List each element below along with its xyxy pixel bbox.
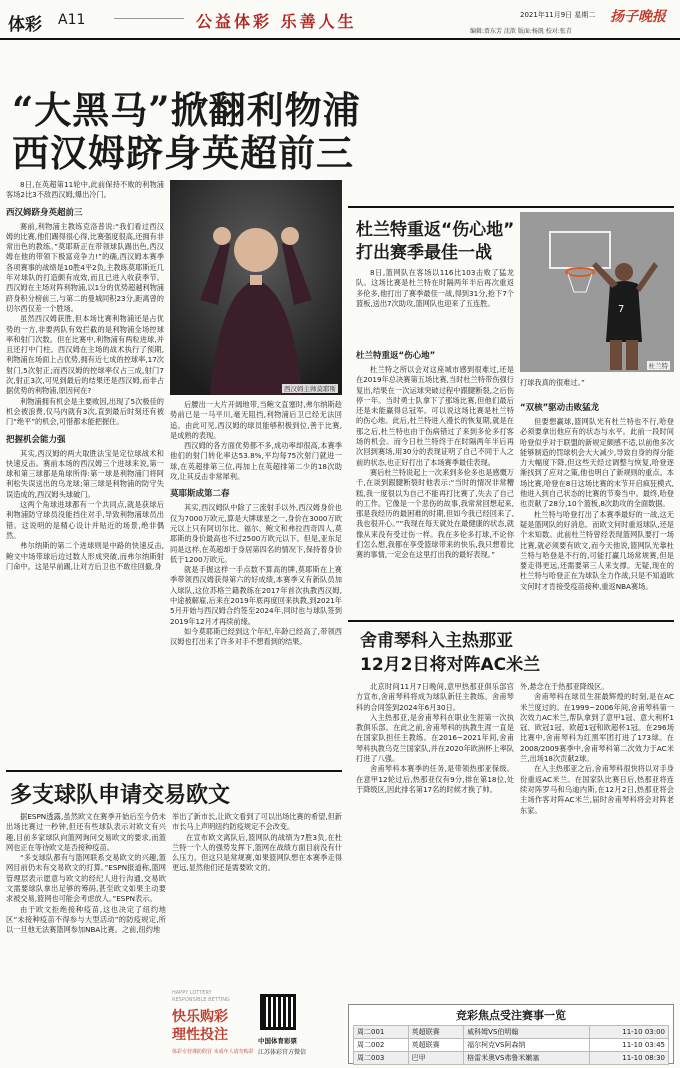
lead-paragraph: 西汉姆的各方面优势都不多,成功率却很高,本赛季他们的射门转化率达53.8%,平均每75次射门就进一球,在英超排第三位,再加上在英超排第二少的18次助攻,让其反击非常犀利。 [170,441,342,482]
schedule-time: 11-10 03:00 [589,1026,668,1039]
table-row [354,1052,669,1065]
lead-paragraph: 利物浦拥有机会是主要败因,出现了5次极佳的机会被浪费,仅马内就有3次,直到最后时刻还有被门“绝平”的机会,可惜都未能把握住。 [6,396,164,427]
durant-intro: 8日,篮网队在客场以116比103击败了猛龙队。这场比赛是杜兰特在时隔两年半后再次重返多伦多,他打出了赛季最佳一战,得到31分,抢下7个篮板,送出7次助攻,篮网队也迎来了五连胜。 [356,268,514,308]
ramsey-paragraph: 北京时间11月7日晚间,意甲热那亚俱乐部官方宣布,舍甫琴科将成为球队新任主教练。舍甫琴科的合同签到2024年6月30日。 [356,682,514,712]
lead-paragraph: 弗尔纳斯的第二个进球则是中路的快速反击,鲍文中场带球后边过数人形成突破,而弗尔纳斯射门命中。这是早前踢,让对方后卫也不敢往回撤,身 [6,541,164,571]
trade-paragraph: 由于欧文拒绝接种疫苗,这也决定了纽约地区“未接种疫苗不得参与大型活动”的防疫规定,所以一旦他无法赛篮网参加NBA比赛。之前,纽约地 [6,904,166,935]
schedule-id: 周二001 [354,1026,409,1039]
lead-column-2 [170,400,342,740]
trade-column-2 [172,812,342,902]
durant-paragraph: 赛后杜兰特说起上一次来到多伦多也是感慨万千,在谈到跟腱断裂时他表示:“当时的情况非常糟糕,我一度很以为自己不能再打比赛了,失去了自己的工作。它像是一个悲伤的故事,我常常回想起来,那是我经历的最困难的时期,但如今我已经回来了,我也很开心。”“我现在每天就处在最健康的状态,就像从来没有受过伤一样。我在多伦多打球,不论你们怎么想,我都在享受篮球带来的快乐,我只想着比赛的事情,一定会在这里打出我的最好表现。” [356,467,514,560]
durant-photo-caption: 杜兰特 [648,362,668,370]
ramsey-paragraph: 舍甫琴科本赛季的任务,是带领热那亚保级。在意甲12轮过后,热那亚仅有9分,排在第18位,处于降级区,因此排名第17名的时候才换了帅。 [356,764,514,794]
schedule-match: 格雷米奥VS弗鲁米嫩塞 [464,1052,590,1065]
paper-logo: 扬子晚报 [610,9,666,25]
lead-subhead-2: 把握机会能力强 [6,434,66,445]
trade-paragraph: “多支球队都有与篮网联系交易欧文的兴趣,篮网目前仍未有交易欧文的打算。”ESPN报道称,篮网管理层表示愿意与欧文的经纪人进行沟通,交易欧文需要球队拿出足够的筹码,甚至欧文如果主动要求被交易,篮网也可能会考虑放人。”ESPN表示。 [6,853,166,904]
durant-column-1 [356,350,514,608]
schedule-league: 英超联赛 [408,1039,464,1052]
trade-rule [6,770,342,772]
durant-photo [520,212,674,372]
schedule-title: 竞彩焦点受注赛事一览 [456,1009,566,1022]
lead-subhead-3: 莫耶斯成第二春 [170,489,230,500]
durant-column-2 [520,396,674,608]
schedule-id: 周二003 [354,1052,409,1065]
header-date: 2021年11月9日 星期二 [520,11,596,19]
lead-paragraph: 其实,西汉姆队中除了三流射手以外,西汉姆身价也仅为7000万欧元,算是大牌球星之一,身价在3000万欧元以上只有阿切尔比、福尔、鲍文和弗拉西奇四人,莫耶斯的身价最高也不过2500万欧元以下。但是,亚东足同是这样,在英超却于身居第四名的情况下,保持着身价低于1200万欧元。 [170,503,342,564]
schedule-league: 巴甲 [408,1052,464,1065]
schedule-match: 福尔柯克VS阿森纳 [464,1039,590,1052]
schedule-box [348,1004,674,1064]
moyes-photo-caption: 西汉姆主帅莫耶斯 [284,385,336,393]
schedule-time: 11-10 03:45 [589,1039,668,1052]
header-slogan: 公益体彩 乐善人生 [196,12,357,31]
header-rule [0,38,680,40]
svg-text:7: 7 [618,304,625,315]
lead-paragraph: 后腰出一大片开阔地带,当鲍文直塞时,弗尔纳斯趁势前已是一马平川,毫无阻挡,利物浦后卫已经无法回追。由此可见,西汉姆的球员能够积极到位,善于比赛,是成熟的表现。 [170,400,342,440]
section-name: 体彩 [8,15,42,35]
page-header [0,0,680,40]
table-row [354,1039,669,1052]
lead-intro: 8日,在英超第11轮中,此前保持不败的利物浦客场2比3不敌西汉姆,爆出冷门。 [6,180,164,200]
page-number: A11 [58,12,86,28]
schedule-match: 威科姆VS伯明翰 [464,1026,590,1039]
lead-headline-line2: 西汉姆跻身英超前三 [12,131,354,175]
ramsey-rule [348,620,674,622]
ramsey-paragraph: 外,悬念在于热那亚降级区。 [520,682,609,691]
lead-column-1 [6,180,164,740]
qr-code [260,994,296,1030]
durant-illustration [520,212,674,372]
lead-headline-line1: “大黑马”掀翻利物浦 [12,88,361,132]
lead-subhead-1: 西汉姆跻身英超前三 [6,207,83,218]
moyes-photo [170,180,342,395]
durant-headline-line2: 打出赛季最佳一战 [356,243,492,263]
durant-paragraph: 杜兰特之所以会对这座城市感到很难过,还是在2019年总决赛第五场比赛,当时杜兰特带伤强行复出,结果在一次运球突破过程中跟腱断裂,之后伤停一年。当时勇士队拿下了那场比赛,但他们最后还是未能赢得总冠军。可以说这场比赛是杜兰特的伤心地。此后,杜兰特进入漫长的恢复期,就是在那之后,杜兰特也由于伤病错过了来到多伦多打客场的机会。而今日杜兰特终于在时隔两年半后再次回到赛场,用30分的表现证明了自己不同于人之前的状态,也正好打出了本场赛季最佳表现。 [356,365,514,467]
trade-paragraph: 在宣布欧文离队后,篮网队的战绩为7胜3负,在杜兰特一个人的强势发挥下,篮网在战绩方面目前没有什么压力。但这只是常规赛,如果篮网队想在本赛季走得更远,显然他们还是需要欧文的。 [172,832,342,873]
trade-headline: 多支球队申请交易欧文 [10,783,231,808]
lead-paragraph: 其实,西汉姆的两大取胜法宝是定位球战术和快速反击。赛前本场的西汉姆三个进球来说,第一球和第三球都是角球所得:第一球是利物浦门将阿利松失误送出的乌龙球;第三球是利物浦的防守失误造成的,西汉姆头球破门。 [6,448,164,499]
ad-small-1: HAPPY LOTTERY [172,990,212,996]
trade-column-1 [6,812,166,1064]
ramsey-headline-line2: 12月2日将对阵AC米兰 [360,655,541,675]
table-row [354,1026,669,1039]
header-divider [114,18,184,19]
schedule-league: 英超联赛 [408,1026,464,1039]
ad-note: 体彩专营谨防假冒 未成年人请勿购彩 [172,1049,254,1055]
ad-small-2: RESPONSIBLE BETTING [172,997,230,1003]
schedule-time: 11-10 08:30 [589,1052,668,1065]
lottery-ad [172,990,342,1064]
durant-subhead-2: “双核”驱动击败猛龙 [520,403,600,413]
ramsey-paragraph: 舍甫琴科在球员生涯最辉煌的时刻,是在AC米兰度过的。在1999~2006年间,舍甫琴科第一次效力AC米兰,帮队拿到了意甲1冠、意大利杯1冠、欧冠1冠、欧超1冠和欧超杯1冠。在296场比赛中,舍甫琴科为红黑军团打进了173球。在2008/2009赛季中,舍甫琴科第二次效力于AC米兰,出场18次贡献2球。 [520,692,674,764]
ad-line-1: 快乐购彩 [172,1009,228,1025]
lead-paragraph: 赛前,利物浦主教练克洛普说:“我们看过西汉姆的比赛,他们踢得很心得,比赛强度很高,还拥有非常出色的教练。”莫耶斯正在带领球队踢出色,西汉姆在他的带领下极富竞争力!”的确,西汉姆本赛季各项赛事的战绩是10胜4平2负,主教练莫耶斯近几年对球队的打造颇有成效,而且已进入收获季节。西汉姆在主场对阵利物浦,以1分的优势超越利物浦跻身积分榜前三,与第二的曼城同积23分,距离曾的切尔西仅差一个胜场。 [6,221,164,313]
schedule-id: 周二002 [354,1039,409,1052]
lead-paragraph: 这两个角球进球都有一个共同点,就是获球后利物浦防守球员没能挡住对手,导致利物浦球员出错。这说明的是精心设计并贴近的场景,绝非偶然。 [6,500,164,540]
ramsey-column-1 [356,682,514,1002]
durant-paragraph: 但要想赢球,篮网队光有杜兰特也不行,哈登必须要拿出他应有的状态与水平。此前一段时间哈登似乎对于联盟的新规定颇感不适,以前他多次能够制造的罚球机会大大减少,导致自身的得分能力大幅度下降,但这些天经过调整与恢复,哈登逐渐找到了应对之策,他也明白了新规则的重点。本场比赛,哈登在8日这场比赛的末节开启疯狂模式,他进入到自己状态的比赛的节奏当中。最终,哈登也贡献了28分,10个篮板,8次助攻的全面数据。 [520,417,674,509]
ad-brand-2: 江苏体彩官方微信 [258,1049,307,1056]
durant-headline-line1: 杜兰特重返“伤心地” [356,220,515,240]
schedule-table [353,1025,669,1065]
durant-subhead-1: 杜兰特重返“伤心地” [356,351,436,361]
lead-paragraph: 如今莫耶斯已经到这个年纪,年龄已经高了,带领西汉姆也打出来了许多对手不想看到的结果。 [170,626,342,647]
ramsey-column-2 [520,682,674,1002]
header-credits: 编辑:贾东芳 沈歆 版面:杨凯 校对:张青 [470,28,572,35]
lead-paragraph: 就是手握这样一手点数不算高的牌,莫耶斯在上赛季带领西汉姆获得第六的好成绩,本赛季又有新队员加入球队,这位苏格兰籍教练在2017年首次执教西汉姆,中途被解雇,后来在2019年底再度回来执教,到2021年5月开始与西汉姆合约签至2024年,同时也与球队签到2019年12月才再续前缘。 [170,565,342,626]
trade-paragraph: 据ESPN透露,虽然欧文在赛季开始后至今仍未出场比赛过一秒钟,但还有些球队表示对欧文有兴趣,目前多家球队向篮网询问交易欧文的要求,而篮网也正在等待欧文是否接种疫苗。 [6,812,166,852]
durant-photo-text: 打球我真的很难过。” [520,378,585,387]
ad-line-2: 理性投注 [172,1027,228,1043]
ramsey-paragraph: 在入主热那亚之后,舍甫琴科很快将以对手身份重返AC米兰。在国家队比赛日后,热那亚将连续对阵罗马和乌迪内斯,在12月2日,热那亚将会主场作客对阵AC米兰,届时舍甫琴科将会对阵老东家。 [520,764,674,815]
lead-paragraph: 虽然西汉姆获胜,但本场比赛利物浦还是占优势的一方,非要两队有效拦截的是利物浦全场控球率和射门次数。但在比赛中,利物浦有两粒进球,并且还打中门柱。西汉姆在主场的战术执行了预期,利物浦在场面上占优势,拥有近七成的控球率,17次射门,5次射正;而西汉姆的控球率仅占三成,射门7次,射正3次,可见到最后的结果还是西汉姆,而非占据优势的利物浦,原因何在? [6,314,164,396]
moyes-illustration [170,180,342,395]
ramsey-paragraph: 入主热那亚,是舍甫琴科在职业生涯第一次执教俱乐部。在此之前,舍甫琴科的执教生涯一直是在国家队担任主教练。在2016~2021年间,舍甫琴科执教乌克兰国家队,并在2020年欧洲杯上率队打进了八强。 [356,712,514,764]
ad-brand-1: 中国体育彩票 [258,1037,297,1045]
ramsey-headline-line1: 舍甫琴科入主热那亚 [360,631,513,651]
durant-paragraph: 杜兰特与哈登打出了本赛季最好的一战,这无疑是篮网队的好消息。而欧文何时重返球队,还是个未知数。此前杜兰特曾经表现篮网队要打一场比赛,就必须要有欧文,而今天他说,篮网队光靠杜兰特与哈登是不行的,可能打赢几场常规赛,但是要走得更远,还需要第三人来支撑。无疑,现在的杜兰特与哈登正在为球队全力作战,只是不知道欧文何时才肯接受疫苗接种,重返NBA赛场。 [520,509,674,591]
trade-paragraph: 举出了新市长,让欧文看到了可以出场比赛的希望,但新市长马上声明纽约防疫规定不会改变。 [172,812,342,832]
